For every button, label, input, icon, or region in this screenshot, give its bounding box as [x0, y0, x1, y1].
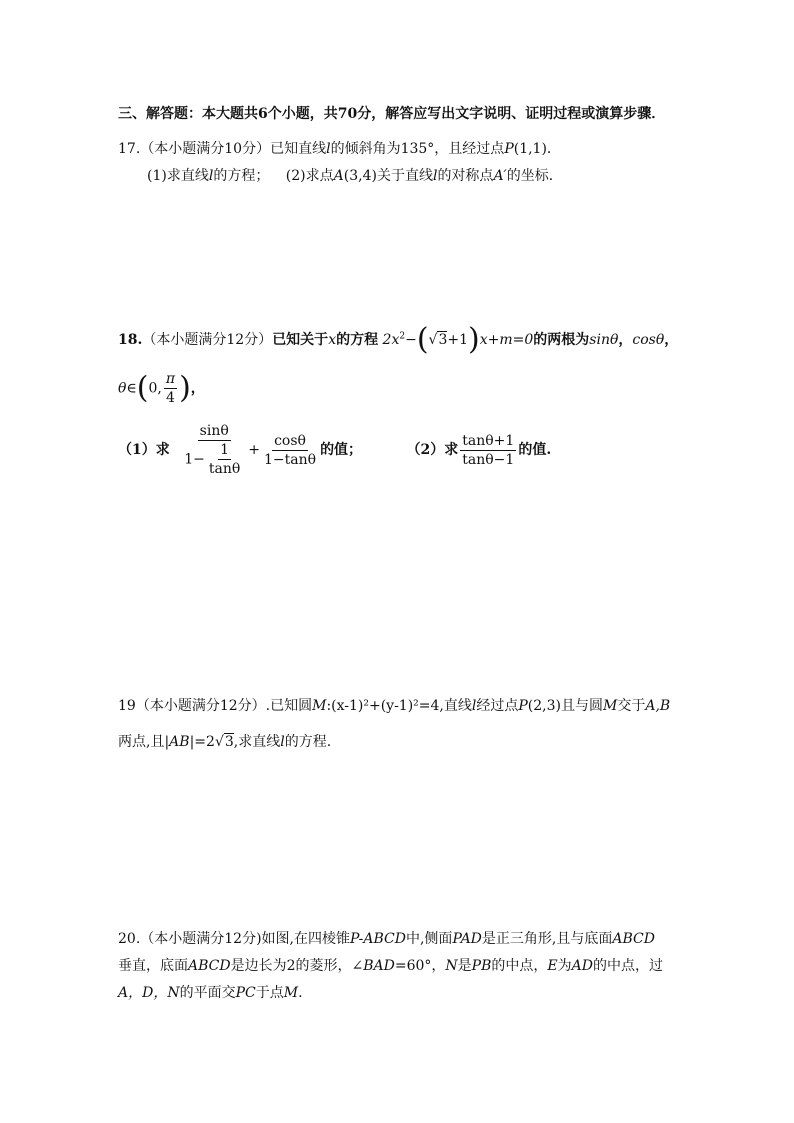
q18-plus: + [248, 442, 260, 458]
q18-f3-num: tanθ+1 [462, 432, 515, 449]
q18-eq-a: 2x [382, 332, 400, 348]
q20-line1 [118, 929, 655, 949]
q18-val1: 的值； [320, 442, 363, 458]
q20-l1a: 20.（本小题满分12分)如图,在四棱锥 [118, 931, 350, 947]
q19-line1 [118, 696, 670, 716]
q20-l3c: 于点 [255, 985, 284, 1001]
q19-sqrt3: 3 [224, 734, 234, 750]
q20-l2c: =60°， [394, 958, 446, 974]
q18-cos: cosθ [632, 332, 665, 348]
q20-n: N [445, 958, 458, 974]
q20-l1c: 是正三角形,且与底面 [481, 931, 613, 947]
q18-frac2 [262, 432, 318, 469]
q17-l2: l [208, 168, 214, 184]
q20-l1b: 中,侧面 [405, 931, 453, 947]
q19-l1b: :(x-1)²+(y-1)²=4,直线 [326, 698, 472, 714]
q18-text2: 的方程 [336, 332, 379, 348]
q20-line2 [118, 956, 663, 976]
q20-l2b: 是边长为2的菱形，∠ [230, 958, 364, 974]
q19-M2: M [603, 698, 618, 714]
q17-l3: l [432, 168, 438, 184]
q18-f1-den [182, 441, 246, 478]
q19-line2 [118, 732, 331, 752]
q18-f2-num: cosθ [274, 432, 306, 449]
q18-sqrt-sym: √ [428, 332, 438, 348]
q19-l2: l [280, 734, 285, 750]
q17-line1 [118, 139, 561, 159]
q18-f1-den-a: 1− [184, 451, 205, 468]
q19-l1c: 经过点 [476, 698, 519, 714]
q20-l3a: A，D，N [118, 985, 180, 1001]
q18-int-zero: 0, [148, 380, 162, 397]
q17-text2: 的倾斜角为135°，且经过点 [330, 141, 505, 157]
q18-int-right: ) [179, 370, 191, 406]
q18-comma: ， [618, 332, 633, 348]
q19-sqrt-sym: √ [214, 734, 224, 750]
q18-prefix: （本小题满分12分） [142, 332, 273, 348]
q20-l2f: 为 [557, 958, 572, 974]
q19-l: l [471, 698, 477, 714]
q17-part1b: 的方程； [213, 168, 270, 184]
q17-part2d: 的坐标． [506, 168, 563, 184]
q20-l3b: 的平面交 [179, 985, 236, 1001]
q19-l2c: ,求直线 [233, 734, 281, 750]
q18-part1: （1）求 [118, 442, 170, 458]
q19-l2d: 的方程. [284, 734, 332, 750]
q18-x: x [328, 332, 337, 348]
q18-comma2: ， [664, 332, 679, 348]
section-heading: 三、解答题：本大题共6个小题，共70分，解答应写出文字说明、证明过程或演算步骤． [118, 106, 666, 122]
q18-sin: sinθ [589, 332, 619, 348]
q19-l2a: 两点,且| [118, 734, 170, 750]
q20-m: M [283, 985, 299, 1001]
q17-A: A [333, 168, 344, 184]
q18-line3 [118, 422, 551, 478]
q17-part1a: (1)求直线 [147, 168, 209, 184]
q18-val2: 的值. [518, 442, 552, 458]
q17-part2a: (2)求点 [285, 168, 334, 184]
q20-line3 [118, 983, 303, 1003]
q19-AB: A,B [645, 698, 671, 714]
q18-sqrt-val: 3 [438, 332, 448, 348]
q19-l1d: (2,3)且与圆 [527, 698, 603, 714]
q18-line1 [118, 322, 679, 357]
q17-P: P [504, 141, 514, 157]
q19-l1e: 交于 [617, 698, 646, 714]
q18-eq-b: − [405, 332, 417, 348]
q18-int-left: ( [136, 370, 149, 406]
q18-pi: π [165, 371, 176, 387]
q19-l2b: |= [189, 734, 207, 750]
q18-f1-inner [207, 441, 242, 478]
q18-frac1 [182, 422, 246, 478]
q18-lparen: ( [416, 322, 429, 357]
q18-f3-den: tanθ−1 [462, 451, 515, 468]
q19-P: P [518, 698, 528, 714]
q18-frac3 [460, 432, 516, 469]
q17-line2 [147, 166, 563, 186]
q18-eq-sup: 2 [399, 331, 406, 342]
q20-l2d: 是 [457, 958, 472, 974]
q20-e: E [547, 958, 558, 974]
q17-part2b: (3,4)关于直线 [343, 168, 433, 184]
q18-theta-in: θ∈ [118, 380, 137, 397]
q18-part2: （2）求 [406, 442, 459, 458]
q20-pc: PC [235, 985, 256, 1001]
q18-f1-num: sinθ [199, 423, 229, 439]
q18-int-comma: ， [190, 380, 205, 397]
q19-l1a: 19（本小题满分12分）.已知圆 [118, 698, 313, 714]
q18-four: 4 [166, 390, 175, 406]
q18-line2 [118, 370, 205, 407]
q19-two: 2 [206, 734, 215, 750]
q18-f1-inner-num: 1 [220, 442, 230, 458]
q20-pad: PAD [452, 931, 482, 947]
q17-Aprime: A′ [493, 168, 507, 184]
q20-l3d: . [298, 985, 303, 1001]
q20-pb: PB [471, 958, 492, 974]
q20-abcd: ABCD [612, 931, 655, 947]
q18-f2-den: 1−tanθ [264, 451, 317, 468]
q18-rparen: ) [468, 322, 480, 357]
q18-eq-c: +1 [447, 332, 469, 348]
q20-l2g: 的中点，过 [592, 958, 663, 974]
q20-pabcd: P-ABCD [350, 931, 406, 947]
q18-text3: 的两根为 [533, 332, 590, 348]
q20-bad: BAD [363, 958, 395, 974]
q20-l2e: 的中点， [491, 958, 548, 974]
q17-pcoord: (1,1)． [513, 141, 561, 157]
q20-ad: AD [571, 958, 593, 974]
q17-intro: 17.（本小题满分10分）已知直线 [118, 141, 327, 157]
q19-AB2: AB [169, 734, 190, 750]
q18-eq-d: x+m=0 [479, 332, 534, 348]
q20-l2a: 垂直，底面 [118, 958, 188, 974]
q18-num: 18. [118, 332, 143, 348]
q17-l: l [326, 141, 331, 157]
q19-M: M [312, 698, 327, 714]
q17-part2c: 的对称点 [437, 168, 494, 184]
q18-f1-inner-den: tanθ [208, 461, 241, 477]
q20-abcd2: ABCD [188, 958, 231, 974]
q18-text1: 已知关于 [272, 332, 329, 348]
q18-pi-over-4 [164, 370, 177, 407]
